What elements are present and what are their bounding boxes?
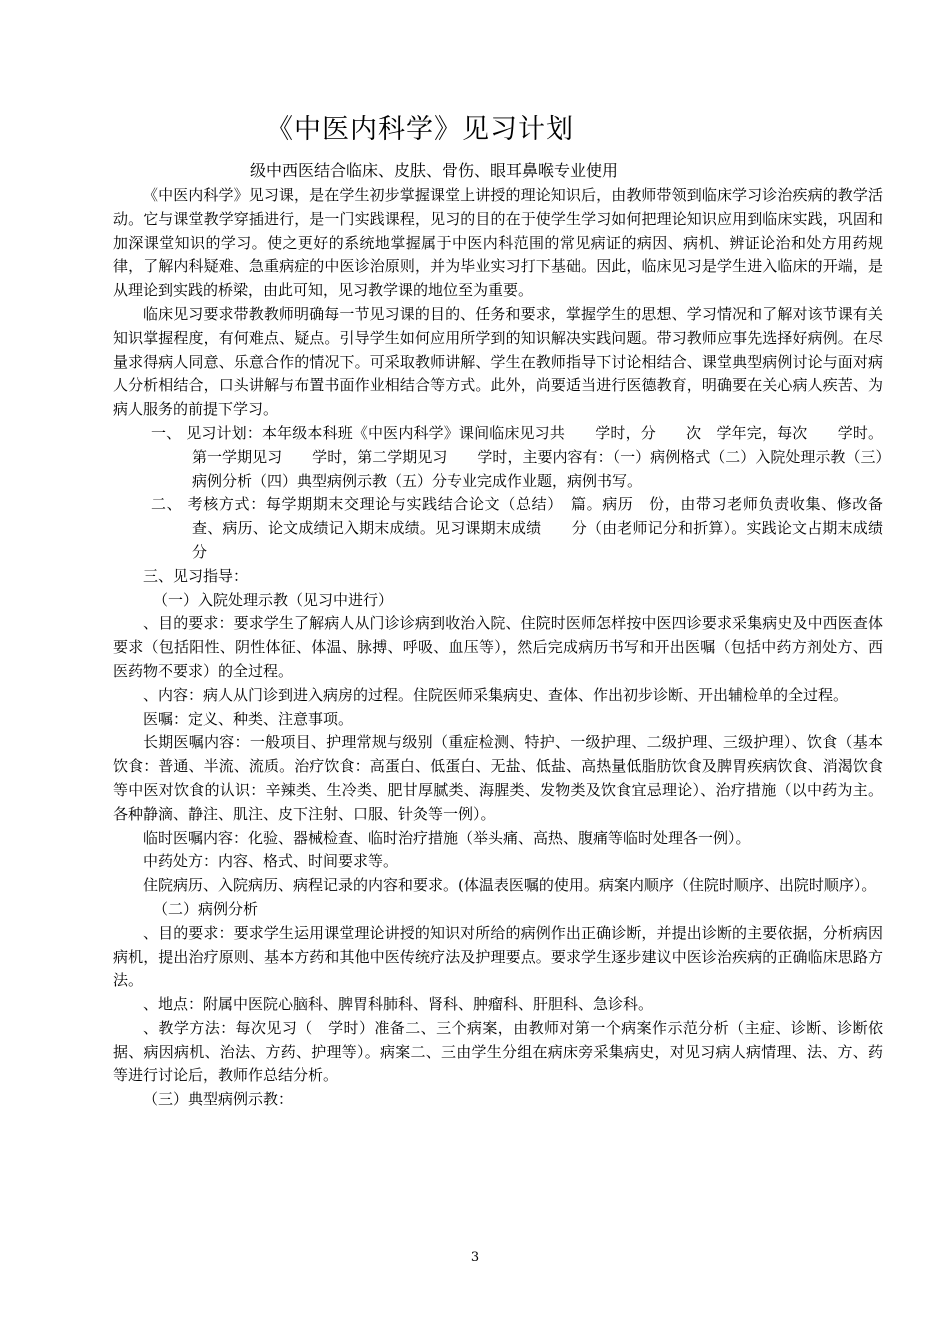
document-body [113, 184, 899, 1112]
document-title: 《中医内科学》见习计划 [266, 114, 574, 145]
paragraph: 医嘱：定义、种类、注意事项。 [143, 709, 354, 728]
paragraph: 长期医嘱内容：一般项目、护理常规与级别（重症检测、特护、一级护理、二级护理、三级护理）、饮食（基本饮食：普通、半流、流质。治疗饮食：高蛋白、低蛋白、无盐、低盐、高热量低脂肪饮食及脾胃疾病饮食、消渴饮食等中医对饮食的认识：辛辣类、生冷类、肥甘厚腻类、海腥类、发物类及饮食宜忌理论）、治疗措施（以中药为主。各种静滴、静注、肌注、皮下注射、口服、针灸等一例）。 [113, 733, 883, 823]
paragraph: 、目的要求：要求学生运用课堂理论讲授的知识对所给的病例作出正确诊断，并提出诊断的主要依据，分析病因病机，提出治疗原则、基本方药和其他中医传统疗法及护理要点。要求学生逐步建议中医诊治疾病的正确临床思路方法。 [113, 923, 883, 990]
subsection-heading: （一）入院处理示教（见习中进行） [153, 590, 394, 609]
list-item-plan: 一、 见习计划：本年级本科班《中医内科学》课间临床见习共 学时，分 次 学年完，每次 学时。第一学期见习 学时，第二学期见习 学时，主要内容有：（一）病例格式（二）入院处理示教（三）病例分析（四）典型病例示教（五）分专业完成作业题，病例书写。 [151, 423, 883, 490]
section-heading: 三、见习指导： [143, 566, 249, 585]
paragraph: 中药处方：内容、格式、时间要求等。 [143, 852, 399, 871]
intro-paragraph: 《中医内科学》见习课，是在学生初步掌握课堂上讲授的理论知识后，由教师带领到临床学习诊治疾病的教学活动。它与课堂教学穿插进行，是一门实践课程，见习的目的在于使学生学习如何把理论知识应用到临床实践，巩固和加深课堂知识的学习。使之更好的系统地掌握属于中医内科范围的常见病证的病因、病机、辨证论治和处方用药规律，了解内科疑难、急重病症的中医诊治原则，并为毕业实习打下基础。因此，临床见习是学生进入临床的开端，是从理论到实践的桥梁，由此可知，见习教学课的地位至为重要。 [113, 186, 883, 300]
paragraph: 住院病历、入院病历、病程记录的内容和要求。(体温表医嘱的使用。病案内顺序（住院时顺序、出院时顺序）。 [143, 876, 877, 895]
paragraph: 、内容：病人从门诊到进入病房的过程。住院医师采集病史、查体、作出初步诊断、开出辅检单的全过程。 [143, 685, 849, 704]
document-subtitle: 级中西医结合临床、皮肤、骨伤、眼耳鼻喉专业使用 [250, 161, 619, 180]
paragraph: 临时医嘱内容：化验、器械检查、临时治疗措施（举头痛、高热、腹痛等临时处理各一例）。 [143, 828, 751, 847]
list-item-assessment: 二、 考核方式：每学期期末交理论与实践结合论文（总结） 篇。病历 份，由带习老师负责收集、修改备查、病历、论文成绩记入期末成绩。见习课期末成绩 分（由老师记分和折算）。实践论文占期末成绩 分 [151, 495, 899, 561]
requirements-paragraph: 临床见习要求带教教师明确每一节见习课的目的、任务和要求，掌握学生的思想、学习情况和了解对该节课有关知识掌握程度，有何难点、疑点。引导学生如何应用所学到的知识解决实践问题。带习教师应事先选择好病例。在尽量求得病人同意、乐意合作的情况下。可采取教师讲解、学生在教师指导下讨论相结合、课堂典型病例讨论与面对病人分析相结合，口头讲解与布置书面作业相结合等方式。此外，尚要适当进行医德教育，明确要在关心病人疾苦、为病人服务的前提下学习。 [113, 304, 883, 419]
subsection-heading: （三）典型病例示教： [143, 1090, 294, 1109]
subsection-heading: （二）病例分析 [153, 899, 259, 918]
paragraph: 、目的要求：要求学生了解病人从门诊诊病到收治入院、住院时医师怎样按中医四诊要求采集病史及中西医查体要求（包括阳性、阴性体征、体温、脉搏、呼吸、血压等），然后完成病历书写和开出医嘱（包括中药方剂处方、西医药物不要求）的全过程。 [113, 614, 883, 680]
paragraph: 、地点：附属中医院心脑科、脾胃科肺科、肾科、肿瘤科、肝胆科、急诊科。 [143, 995, 654, 1014]
paragraph: 、教学方法：每次见习（ 学时）准备二、三个病案，由教师对第一个病案作示范分析（主症、诊断、诊断依据、病因病机、治法、方药、护理等）。病案二、三由学生分组在病床旁采集病史，对见习病人病情理、法、方、药等进行讨论后，教师作总结分析。 [113, 1018, 883, 1085]
page-number: 3 [470, 1250, 480, 1265]
